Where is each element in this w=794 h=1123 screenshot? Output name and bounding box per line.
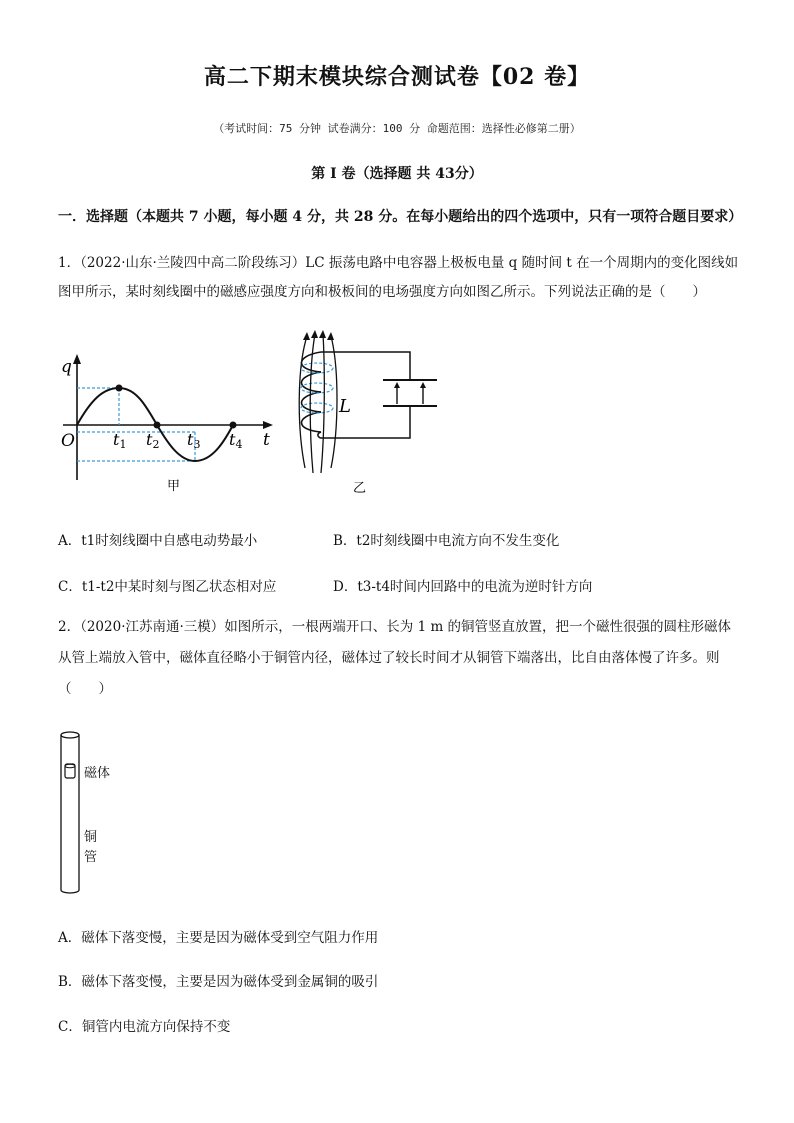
- q2-stem-line3: （ ）: [58, 681, 112, 697]
- tube-label-2: 管: [84, 850, 98, 865]
- q2-stem-line1: 2．（2020·江苏南通·三模）如图所示，一根两端开口、长为 1 m 的铜管竖直放置，把一个磁性很强的圆柱形磁体: [58, 619, 732, 635]
- tube-top-opening: [61, 732, 79, 738]
- magnetic-field-lines: [299, 334, 337, 473]
- section-heading: 一．选择题（本题共 7 小题，每小题 4 分，共 28 分。在每小题给出的四个选项中，只有一项符合题目要求）: [58, 209, 743, 225]
- q2-option-b[interactable]: B．磁体下落变慢，主要是因为磁体受到金属铜的吸引: [58, 974, 379, 990]
- q1-option-b[interactable]: B．t2时刻线圈中电流方向不发生变化: [333, 533, 560, 549]
- q1-stem-line1: 1．（2022·山东·兰陵四中高二阶段练习）LC 振荡电路中电容器上极板电量 q 随时间 t 在一个周期内的变化图线如: [58, 255, 739, 271]
- q-label: q: [61, 357, 72, 377]
- q1-stem-line2: 图甲所示，某时刻线圈中的磁感应强度方向和极板间的电场强度方向如图乙所示。下列说法正确的是（ ）: [58, 284, 706, 300]
- q-t-graph: [55, 350, 285, 500]
- lc-circuit-diagram: [285, 328, 445, 500]
- inductor-label: L: [339, 396, 351, 417]
- figure-b-caption: 乙: [353, 481, 367, 496]
- page-title: 高二下期末模块综合测试卷【02 卷】: [203, 64, 591, 90]
- tube-bottom: [61, 890, 79, 893]
- figure-a-caption: 甲: [167, 479, 181, 494]
- q1-option-c[interactable]: C．t1-t2中某时刻与图乙状态相对应: [58, 579, 277, 595]
- t4-point: [230, 422, 237, 429]
- part-heading: 第 I 卷（选择题 共 43分）: [311, 166, 483, 182]
- origin-label: O: [61, 431, 75, 451]
- copper-tube-diagram: [55, 728, 125, 898]
- q-axis-arrow: [73, 354, 81, 364]
- magnet-shape: [65, 764, 75, 778]
- peak-point: [116, 385, 123, 392]
- q2-stem-line2: 从管上端放入管中，磁体直径略小于铜管内径，磁体过了较长时间才从铜管下端落出，比自由落体慢了许多。则: [58, 650, 720, 666]
- t2-label: t2: [146, 430, 160, 451]
- t1-label: t1: [113, 430, 127, 451]
- q2-option-a[interactable]: A．磁体下落变慢，主要是因为磁体受到空气阻力作用: [58, 930, 379, 946]
- bottom-wire: [321, 406, 410, 438]
- t2-point: [154, 422, 161, 429]
- q1-option-d[interactable]: D．t3-t4时间内回路中的电流为逆时针方向: [333, 579, 593, 595]
- t3-label: t3: [187, 430, 201, 451]
- t-axis-arrow: [263, 421, 273, 429]
- q1-option-a[interactable]: A．t1时刻线圈中自感电动势最小: [58, 533, 258, 549]
- t4-label: t4: [229, 430, 243, 451]
- exam-info: （考试时间：75 分钟 试卷满分：100 分 命题范围：选择性必修第二册）: [213, 122, 581, 135]
- t-label: t: [263, 430, 270, 450]
- tube-label-1: 铜: [84, 830, 98, 845]
- q2-option-c[interactable]: C．铜管内电流方向保持不变: [58, 1019, 231, 1035]
- magnet-label: 磁体: [84, 766, 111, 781]
